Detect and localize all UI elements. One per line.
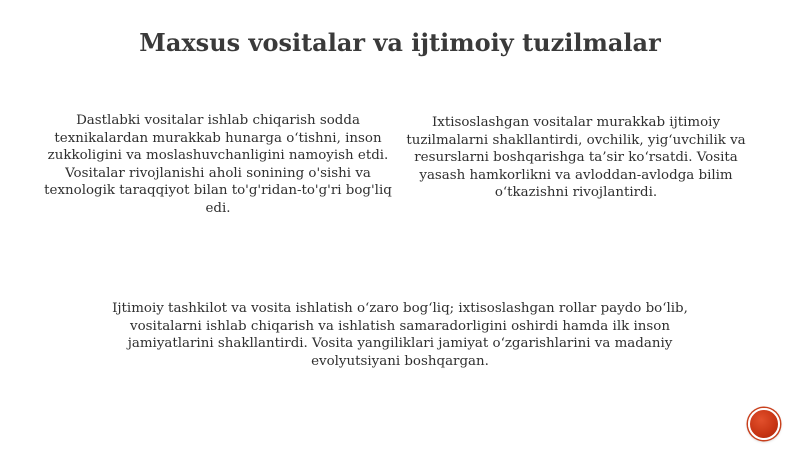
slide-title: Maxsus vositalar va ijtimoiy tuzilmalar [139, 28, 661, 57]
slide-nav-circle-icon[interactable] [748, 408, 780, 440]
paragraph-bottom: Ijtimoiy tashkilot va vosita ishlatish o‘zaro bog‘liq; ixtisoslashgan rollar paydo bo‘lib, vositalarni ishlab chiqarish va ishlatish samaradorligini oshirdi hamda ilk inson jamiyatlarini shakllantirdi. Vosita yangiliklari jamiyat o‘zgarishlarini va madaniy evolyutsiyani boshqargan. [112, 301, 688, 369]
paragraph-right: Ixtisoslashgan vositalar murakkab ijtimoiy tuzilmalarni shakllantirdi, ovchilik, yig‘uvchilik va resurslarni boshqarishga ta’sir ko‘rsatdi. Vosita yasash hamkorlikni va avloddan-avlodga bilim o‘tkazishni rivojlantirdi. [406, 115, 746, 200]
paragraph-left: Dastlabki vositalar ishlab chiqarish sodda texnikalardan murakkab hunarga o‘tishni, inson zukkoligini va moslashuvchanligini namoyish etdi. Vositalar rivojlanishi aholi sonining o'sishi va texnologik taraqqiyot bilan to'g'ridan-to'g'ri bog'liq edi. [44, 113, 392, 216]
